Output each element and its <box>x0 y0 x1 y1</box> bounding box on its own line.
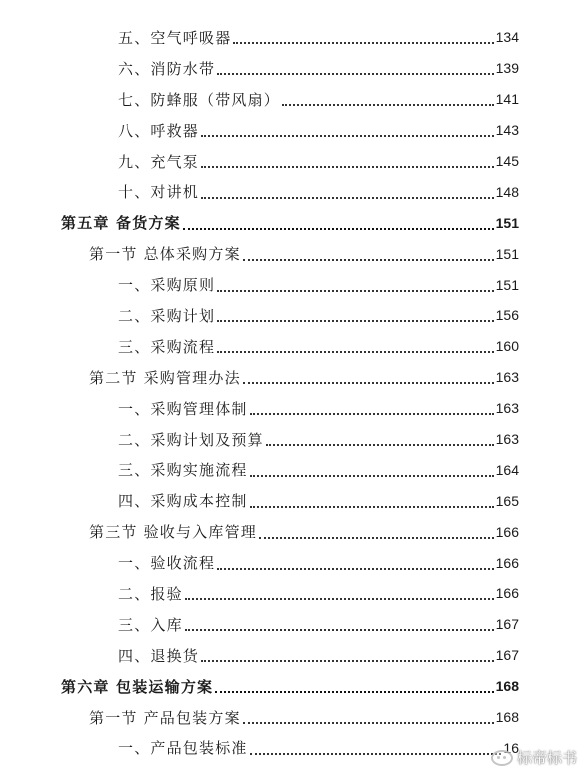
dot-leader <box>217 351 493 353</box>
dot-leader <box>201 135 494 137</box>
toc-page-number: 166 <box>495 585 519 602</box>
dot-leader <box>215 691 493 693</box>
toc-item-row[interactable] <box>0 53 583 84</box>
toc-item-row[interactable] <box>0 176 583 207</box>
toc-section-row[interactable] <box>0 702 583 733</box>
toc-page-number: 151 <box>495 245 519 262</box>
toc-entry-title: 第二节 采购管理办法 <box>89 368 241 387</box>
toc-item-row[interactable] <box>0 84 583 115</box>
toc-page-number: 163 <box>495 431 519 448</box>
toc-item-row[interactable] <box>0 22 583 53</box>
toc-page-number: 164 <box>495 461 519 478</box>
toc-entry-title: 三、入库 <box>118 615 183 634</box>
dot-leader <box>243 382 494 384</box>
toc-entry-title: 二、报验 <box>118 584 183 603</box>
toc-item-row[interactable] <box>0 454 583 485</box>
dot-leader <box>250 413 494 415</box>
toc-page-number: 163 <box>495 400 519 417</box>
toc-entry-title: 三、采购实施流程 <box>118 461 248 480</box>
watermark-text: 标帝标书 <box>516 749 577 767</box>
toc-entry-title: 八、呼救器 <box>118 121 200 140</box>
wechat-icon <box>491 750 513 766</box>
toc-page-number: 148 <box>495 183 519 200</box>
dot-leader <box>250 506 494 508</box>
toc-entry-title: 第一节 总体采购方案 <box>89 245 241 264</box>
dot-leader <box>201 660 494 662</box>
toc-page-number: 143 <box>495 122 519 139</box>
toc-entry-title: 四、采购成本控制 <box>118 492 248 511</box>
toc-page-number: 166 <box>495 523 519 540</box>
dot-leader <box>243 259 494 261</box>
dot-leader <box>282 104 494 106</box>
dot-leader <box>250 753 502 755</box>
toc-item-row[interactable] <box>0 609 583 640</box>
dot-leader <box>185 598 494 600</box>
toc-item-row[interactable] <box>0 547 583 578</box>
toc-entry-title: 七、防蜂服（带风扇） <box>118 90 281 109</box>
toc-page-number: 163 <box>495 369 519 386</box>
toc-item-row[interactable] <box>0 300 583 331</box>
toc-page-number: 151 <box>495 214 519 231</box>
toc-chapter-row[interactable] <box>0 207 583 238</box>
toc-entry-title: 一、产品包装标准 <box>118 739 248 758</box>
toc-item-row[interactable] <box>0 146 583 177</box>
toc-chapter-row[interactable] <box>0 671 583 702</box>
dot-leader <box>201 166 494 168</box>
dot-leader <box>217 73 493 75</box>
toc-entry-title: 二、采购计划及预算 <box>118 430 264 449</box>
toc-entry-title: 第三节 验收与入库管理 <box>89 523 257 542</box>
toc-section-row[interactable] <box>0 516 583 547</box>
toc-section-row[interactable] <box>0 238 583 269</box>
dot-leader <box>217 320 493 322</box>
toc-page-number: 167 <box>495 647 519 664</box>
toc-item-row[interactable] <box>0 578 583 609</box>
toc-item-row[interactable] <box>0 640 583 671</box>
toc-item-row[interactable] <box>0 424 583 455</box>
dot-leader <box>185 629 494 631</box>
toc-page-number: 141 <box>495 91 519 108</box>
toc-entry-title: 第五章 备货方案 <box>61 214 181 233</box>
toc-entry-title: 一、验收流程 <box>118 554 216 573</box>
toc-page-number: 160 <box>495 338 519 355</box>
toc-page-number: 134 <box>495 29 519 46</box>
toc-entry-title: 第六章 包装运输方案 <box>61 677 214 696</box>
dot-leader <box>217 568 493 570</box>
toc-page-number: 16 <box>503 739 519 756</box>
dot-leader <box>259 537 494 539</box>
toc-entry-title: 二、采购计划 <box>118 306 216 325</box>
toc-entry-title: 三、采购流程 <box>118 337 216 356</box>
toc-page-number: 168 <box>495 709 519 726</box>
toc-page-number: 156 <box>495 307 519 324</box>
toc-item-row[interactable] <box>0 393 583 424</box>
toc-page-number: 165 <box>495 492 519 509</box>
toc-item-row[interactable] <box>0 269 583 300</box>
dot-leader <box>250 475 494 477</box>
toc-entry-title: 第一节 产品包装方案 <box>89 708 241 727</box>
toc-entry-title: 四、退换货 <box>118 646 200 665</box>
toc-page-number: 168 <box>495 678 519 695</box>
toc-entry-title: 五、空气呼吸器 <box>118 28 232 47</box>
toc-page-number: 151 <box>495 276 519 293</box>
table-of-contents <box>0 22 583 763</box>
toc-item-row[interactable] <box>0 485 583 516</box>
toc-item-row[interactable] <box>0 331 583 362</box>
toc-item-row[interactable] <box>0 115 583 146</box>
dot-leader <box>266 444 494 446</box>
dot-leader <box>183 228 494 230</box>
toc-page-number: 167 <box>495 616 519 633</box>
dot-leader <box>201 197 494 199</box>
dot-leader <box>243 722 494 724</box>
toc-page-number: 166 <box>495 554 519 571</box>
toc-page-number: 139 <box>495 60 519 77</box>
watermark <box>491 747 577 768</box>
dot-leader <box>217 290 493 292</box>
toc-section-row[interactable] <box>0 362 583 393</box>
dot-leader <box>233 42 493 44</box>
toc-entry-title: 一、采购管理体制 <box>118 399 248 418</box>
toc-entry-title: 十、对讲机 <box>118 183 200 202</box>
toc-entry-title: 一、采购原则 <box>118 276 216 295</box>
toc-page-number: 145 <box>495 153 519 169</box>
toc-entry-title: 六、消防水带 <box>118 59 216 78</box>
toc-entry-title: 九、充气泵 <box>118 152 200 171</box>
